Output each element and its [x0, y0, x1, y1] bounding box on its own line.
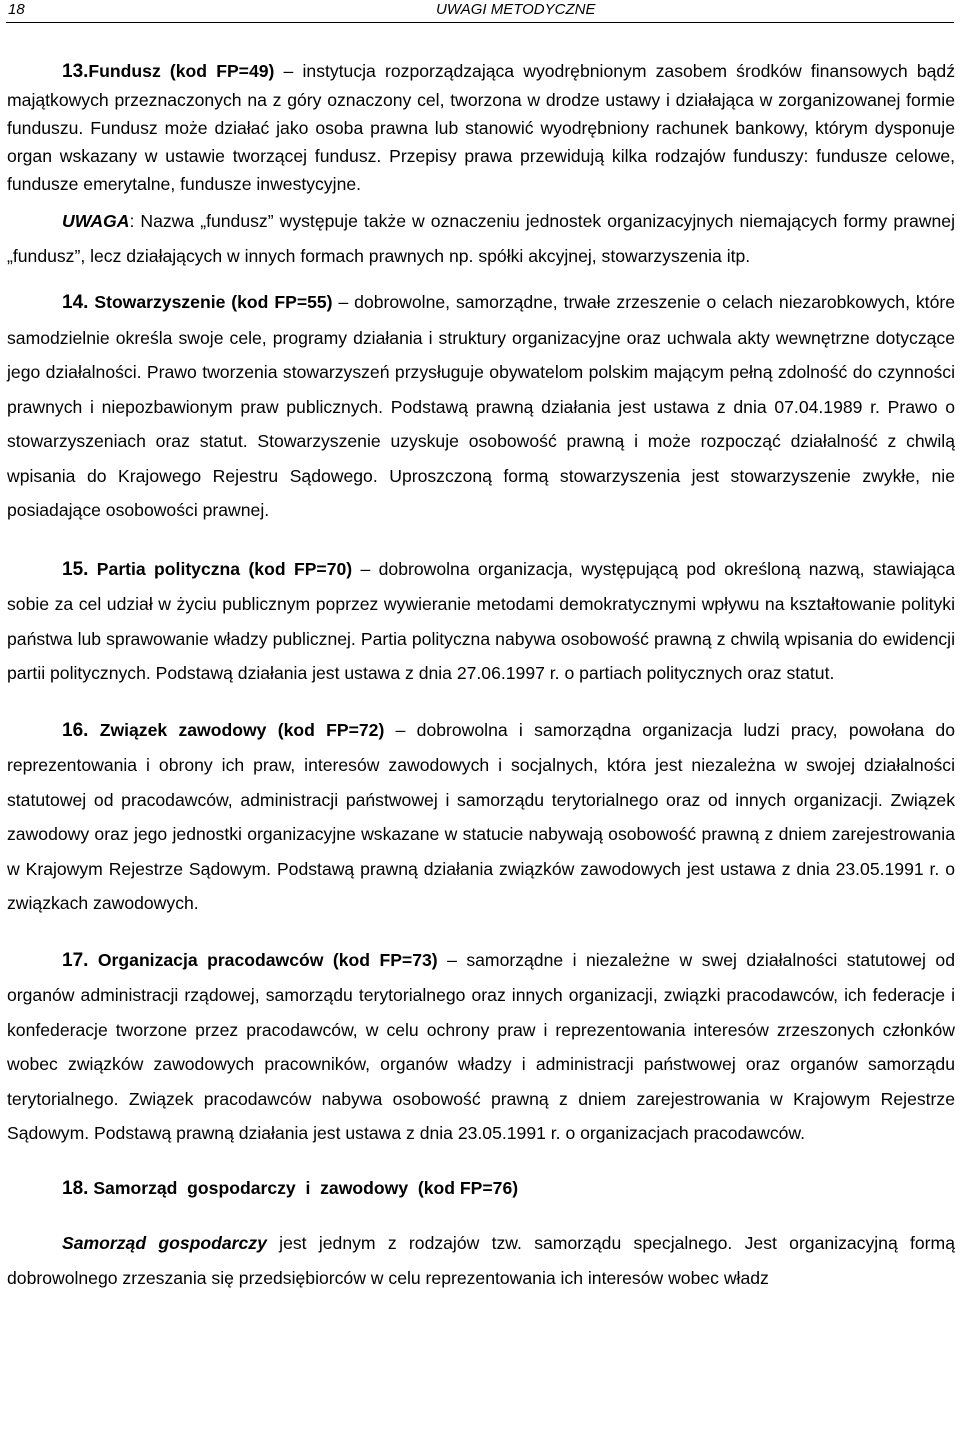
section-13 [7, 57, 955, 198]
note-text: : Nazwa „fundusz” występuje także w oznaczeniu jednostek organizacyjnych niemających formy prawnej „fundusz”, lecz działających w innych formach prawnych np. spółki akcyjnej, stowarzyszenia itp. [7, 211, 955, 266]
italic-term: Samorząd gospodarczy [62, 1233, 267, 1253]
section-number: 13. [62, 61, 89, 82]
running-title: UWAGI METODYCZNE [436, 1, 596, 18]
section-14 [7, 285, 955, 528]
document-body [7, 57, 955, 1295]
section-18 [7, 1171, 955, 1207]
section-number: 16. [62, 719, 89, 741]
section-term: Organizacja pracodawców (kod FP=73) [97, 949, 438, 970]
page-header [6, 0, 954, 23]
section-number: 14. [62, 292, 89, 313]
note-paragraph [7, 204, 955, 273]
section-term: Fundusz (kod FP=49) [88, 61, 275, 81]
section-term: Samorząd gospodarczy i zawodowy (kod FP=76) [93, 1177, 519, 1198]
samorzad-gospodarczy-paragraph [7, 1226, 955, 1295]
section-term: Stowarzyszenie (kod FP=55) [94, 292, 333, 312]
section-text: – dobrowolna i samorządna organizacja ludzi pracy, powołana do reprezentowania i obrony ich praw, interesów zawodowych i socjalnych, która jest niezależna w swojej działalności statutowej od pracodawców, administracji państwowej i samorządu terytorialnego oraz od innych organizacji. Związek zawodowy oraz jego jednostki organizacyjne wskazane w statucie nabywają osobowość prawną z dniem zarejestrowania w Krajowym Rejestrze Sądowym. Podstawą prawną działania związków zawodowych jest ustawa z dnia 23.05.1991 r. o związkach zawodowych. [7, 719, 955, 913]
section-number: 15. [62, 558, 89, 580]
section-15 [7, 552, 955, 691]
section-text: – instytucja rozporządzająca wyodrębnionym zasobem środków finansowych bądź majątkowych przeznaczonych na z góry oznaczony cel, tworzona w drodze ustawy i działająca w zorganizowanej formie funduszu. Fundusz może działać jako osoba prawna lub stanowić wyodrębniony rachunek bankowy, którym dysponuje organ wskazany w ustawie tworzącej fundusz. Przepisy prawa przewidują kilka rodzajów funduszy: fundusze celowe, fundusze emerytalne, fundusze inwestycyjne. [7, 61, 955, 194]
section-text: – samorządne i niezależne w swej działalności statutowej od organów administracji rządowej, samorządu terytorialnego oraz innych organizacji, związki pracodawców, ich federacje i konfederacje tworzone przez pracodawców, w celu ochrony praw i reprezentowania interesów zrzeszonych członków wobec związków zawodowych pracowników, organów władzy i administracji państwowej oraz organów samorządu terytorialnego. Związek pracodawców nabywa osobowość prawną z dniem zarejestrowania w Krajowym Rejestrze Sądowym. Podstawą prawną działania jest ustawa z dnia 23.05.1991 r. o organizacjach pracodawców. [7, 949, 955, 1143]
section-16 [7, 713, 955, 921]
page-number: 18 [8, 1, 25, 18]
section-term: Partia polityczna (kod FP=70) [96, 558, 353, 579]
section-number: 18. [62, 1177, 89, 1199]
section-text: – dobrowolna organizacja, występującą pod określoną nazwą, stawiająca sobie za cel udział w życiu publicznym poprzez wywieranie metodami demokratycznymi wpływu na kształtowanie polityki państwa lub sprawowanie władzy publicznej. Partia polityczna nabywa osobowość prawną z chwilą wpisania do ewidencji partii politycznych. Podstawą działania jest ustawa z dnia 27.06.1997 r. o partiach politycznych oraz statut. [7, 558, 956, 683]
section-17 [7, 943, 955, 1151]
section-term: Związek zawodowy (kod FP=72) [99, 719, 385, 740]
section-number: 17. [62, 949, 89, 971]
paragraph-text: jest jednym z rodzajów tzw. samorządu specjalnego. Jest organizacyjną formą dobrowolnego zrzeszania się przedsiębiorców w celu reprezentowania ich interesów wobec władz [7, 1233, 955, 1288]
note-label: UWAGA [62, 211, 130, 231]
section-text: – dobrowolne, samorządne, trwałe zrzeszenie o celach niezarobkowych, które samodzielnie określa swoje cele, programy działania i struktury organizacyjne oraz uchwala akty wewnętrzne dotyczące jego działalności. Prawo tworzenia stowarzyszeń przysługuje obywatelom polskim mającym pełną zdolność do czynności prawnych i niepozbawionym praw publicznych. Podstawą prawną działania jest ustawa z dnia 07.04.1989 r. Prawo o stowarzyszeniach oraz statut. Stowarzyszenie uzyskuje osobowość prawną i może rozpocząć działalność z chwilą wpisania do Krajowego Rejestru Sądowego. Uproszczoną formą stowarzyszenia jest stowarzyszenie zwykłe, nie posiadające osobowości prawnej. [7, 292, 956, 520]
